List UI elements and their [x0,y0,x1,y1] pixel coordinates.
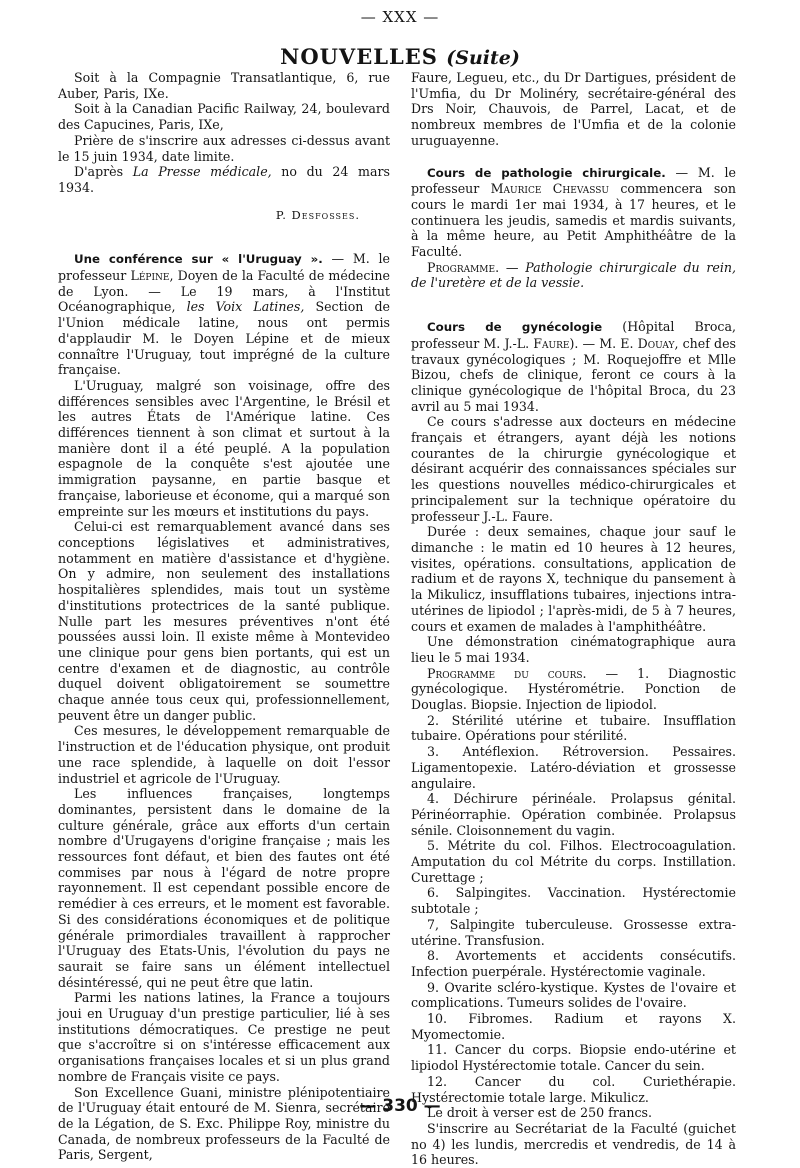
programme-item: 5. Métrite du col. Filhos. Electrocoagulation. Amputation du col Métrite du corps. Instillation. Curettage ; [411,838,736,885]
patho-paragraph [411,165,736,260]
title-main: NOUVELLES [280,44,438,69]
paragraph: Les influences françaises, longtemps dominantes, persistent dans le domaine de la culture générale, grâce aux efforts d'un certain nombre d'Urugayens d'origine française ; mais les ressources font défaut, et bien des fautes ont été commises par nous à l'égard de notre propre rayonnement. Il est cependant possible encore de remédier à ces erreurs, et le moment est favorable. Si des considérations économiques et de politique générale primordiales travaillent à rapprocher l'Uruguay des Etats-Unis, l'évolution du pays ne saurait se faire sans un élément intellectuel désintéressé, qui ne peut être que latin. [58,786,390,990]
text-run: ). — M. E. [569,335,634,351]
patho-programme [411,260,736,291]
programme-item: 3. Antéflexion. Rétroversion. Pessaires. Ligamentopexie. Latéro-déviation et grossesse angulaire. [411,744,736,791]
paragraph: Son Excellence Guani, ministre plénipotentiaire de l'Uruguay était entouré de M. Sienra, secrétaire de la Légation, de S. Exc. Philippe Roy, ministre du Canada, de nombreux professeurs de la Faculté de Paris, Sergent, [58,1084,390,1163]
programme-item: 10. Fibromes. Radium et rayons X. Myomectomie. [411,1011,736,1042]
person-name: Douay [637,335,675,351]
left-column [58,70,390,1163]
programme-label: Programme. [427,259,500,275]
paragraph: Ce cours s'adresse aux docteurs en médecine français et étrangers, ayant déjà les notions courantes de la chirurgie gynécologique et désirant acquérir des connaissances spéciales sur les questions nouvelles médico-chirurgicales et principalement sur la technique opératoire du professeur J.-L. Faure. [411,414,736,524]
text-run: , chef des travaux gynécologiques ; M. Roquejoffre et Mlle Bizou, chefs de clinique, feront ce cours à la clinique gynécologique de l'hôpital Broca, du 23 avril au 5 mai 1934. [411,335,736,414]
person-name: Maurice Chevassu [490,181,609,197]
page-number: — 330 — [359,1096,441,1116]
programme-item [411,666,736,713]
title-suffix: (Suite) [446,47,520,69]
paragraph: Soit à la Compagnie Transatlantique, 6, rue Auber, Paris, IXe. [58,70,390,101]
uruguay-intro [58,251,390,378]
programme-label: Programme du cours. [427,665,587,681]
source-suffix: no du 24 mars 1934. [58,164,390,195]
programme-item: 8. Avortements et accidents consécutifs. Infection puerpérale. Hystérectomie vaginale. [411,948,736,979]
article-heading-gynecologie: Cours de gynécologie [427,320,603,335]
paragraph: Celui-ci est remarquablement avancé dans ses conceptions législatives et administratives, notamment en matière d'assistance et d'hygiène. On y admire, non seulement des installations hospitalières splendides, mais tout un système d'institutions protectrices de la santé publique. Nulle part les mesures préventives n'ont été poussées aussi loin. Il existe même à Montevideo une clinique pour gens bien portants, qui est un centre d'examen et de diagnostic, au contrôle duquel doivent obligatoirement se soumettre chaque année tous ceux qui, professionnellement, peuvent être un danger public. [58,519,390,723]
paragraph: Faure, Legueu, etc., du Dr Dartigues, président de l'Umfia, du Dr Molinéry, secrétaire-général des Drs Noir, Chauvois, de Parrel, Lacat, et de nombreux membres de l'Umfia et de la colonie uruguayenne. [411,70,736,148]
programme-item: 2. Stérilité utérine et tubaire. Insufflation tubaire. Opérations pour stérilité. [411,712,736,744]
programme-item: 4. Déchirure périnéale. Prolapsus génital. Périnéorraphie. Opération combinée. Prolapsus sénile. Cloisonnement du vagin. [411,791,736,838]
programme-item: 11. Cancer du corps. Biopsie endo-utérine et lipiodol Hystérectomie totale. Cancer du sein. [411,1042,736,1074]
programme-item: 9. Ovarite scléro-kystique. Kystes de l'ovaire et complications. Tumeurs solides de l'ovaire. [411,979,736,1011]
italic-name: les Voix Latines, [186,299,305,315]
gyn-paragraph [411,319,736,414]
programme-item: 12. Cancer du col. Curiethérapie. Hystérectomie totale large. Mikulicz. [411,1073,736,1105]
paragraph: L'Uruguay, malgré son voisinage, offre des différences sensibles avec l'Argentine, le Brésil et les autres États de l'Amérique latine. Ces différences tiennent à son climat et surtout à la manière dont il a été peuplé. A la population espagnole de la conquête s'est ajoutée une immigration paysanne, en partie basque et française, laborieuse et économe, qui a marqué son empreinte sur les mœurs et institutions du pays. [58,377,390,519]
text-run: Section de l'Union médicale latine, nous ont permis d'applaudir M. le Doyen Lépine et de mieux connaître l'Uruguay, tout imprégné de la culture française. [58,299,390,378]
text-run: — M. le professeur [58,251,390,284]
paragraph-source [58,164,390,195]
paragraph: Durée : deux semaines, chaque jour sauf le dimanche : le matin ed 10 heures à 12 heures, visites, opérations. consultations, application de radium et de rayons X, technique du pansement à la Mikulicz, insufflations tubaires, injections intra-utérines de lipiodol ; l'après-midi, de 5 à 7 heures, cours et examen de malades à l'amphithéâtre. [411,524,736,634]
programme-item: 6. Salpingites. Vaccination. Hystérectomie subtotale ; [411,885,736,917]
paragraph: Ces mesures, le développement remarquable de l'instruction et de l'éducation physique, ont produit une race splendide, à laquelle on doit l'essor industriel et agricole de l'Uruguay. [58,723,390,786]
person-name: J.-L. Faure [504,335,570,351]
paragraph: Prière de s'inscrire aux adresses ci-dessus avant le 15 juin 1934, date limite. [58,132,390,164]
page-roman-number: — XXX — [360,8,440,26]
article-heading-uruguay: Une conférence sur « l'Uruguay ». [74,252,323,267]
text-run: (Hôpital Broca, professeur M. [411,319,736,351]
source-prefix: D'après [74,164,124,180]
text-run: commencera son cours le mardi 1er mai 1934, à 17 heures, et le continuera les jeudis, samedis et mardis suivants, à la même heure, au Petit Amphithéâtre de la Faculté. [411,181,736,260]
programme-item: 7, Salpingite tuberculeuse. Grossesse extra-utérine. Transfusion. [411,916,736,948]
section-title [0,44,800,69]
paragraph: S'inscrire au Secrétariat de la Faculté (guichet no 4) les lundis, mercredis et vendredis, de 14 à 16 heures. [411,1121,736,1168]
paragraph: Parmi les nations latines, la France a toujours joui en Uruguay d'un prestige particulier, lié à ses institutions démocratiques. Ce prestige ne peut que s'accroître si on s'intéresse efficacement aux organisations françaises locales et si un plus grand nombre de Français visite ce pays. [58,990,390,1084]
paragraph: Une démonstration cinématographique aura lieu le 5 mai 1934. [411,634,736,665]
source-journal: La Presse médicale, [132,164,272,180]
right-column [411,70,736,1168]
programme-text: — Pathologie chirurgicale du rein, de l'uretère et de la vessie. [411,259,736,291]
programme-text: — 1. Diagnostic gynécologique. Hystérométrie. Ponction de Douglas. Biopsie. Injection de lipiodol. [411,665,737,713]
signature: P. Desfosses. [275,207,360,222]
person-name: Lépine [130,268,170,284]
paragraph: Le droit à verser est de 250 francs. [427,1105,652,1121]
paragraph: Soit à la Canadian Pacific Railway, 24, boulevard des Capucines, Paris, IXe, [58,101,390,133]
text-run: — M. le professeur [411,164,736,197]
text-run: , Doyen de la Faculté de médecine de Lyon. — Le 19 mars, à l'Institut Océanographique, [58,268,390,315]
article-heading-pathologie: Cours de pathologie chirurgicale. [427,165,666,180]
